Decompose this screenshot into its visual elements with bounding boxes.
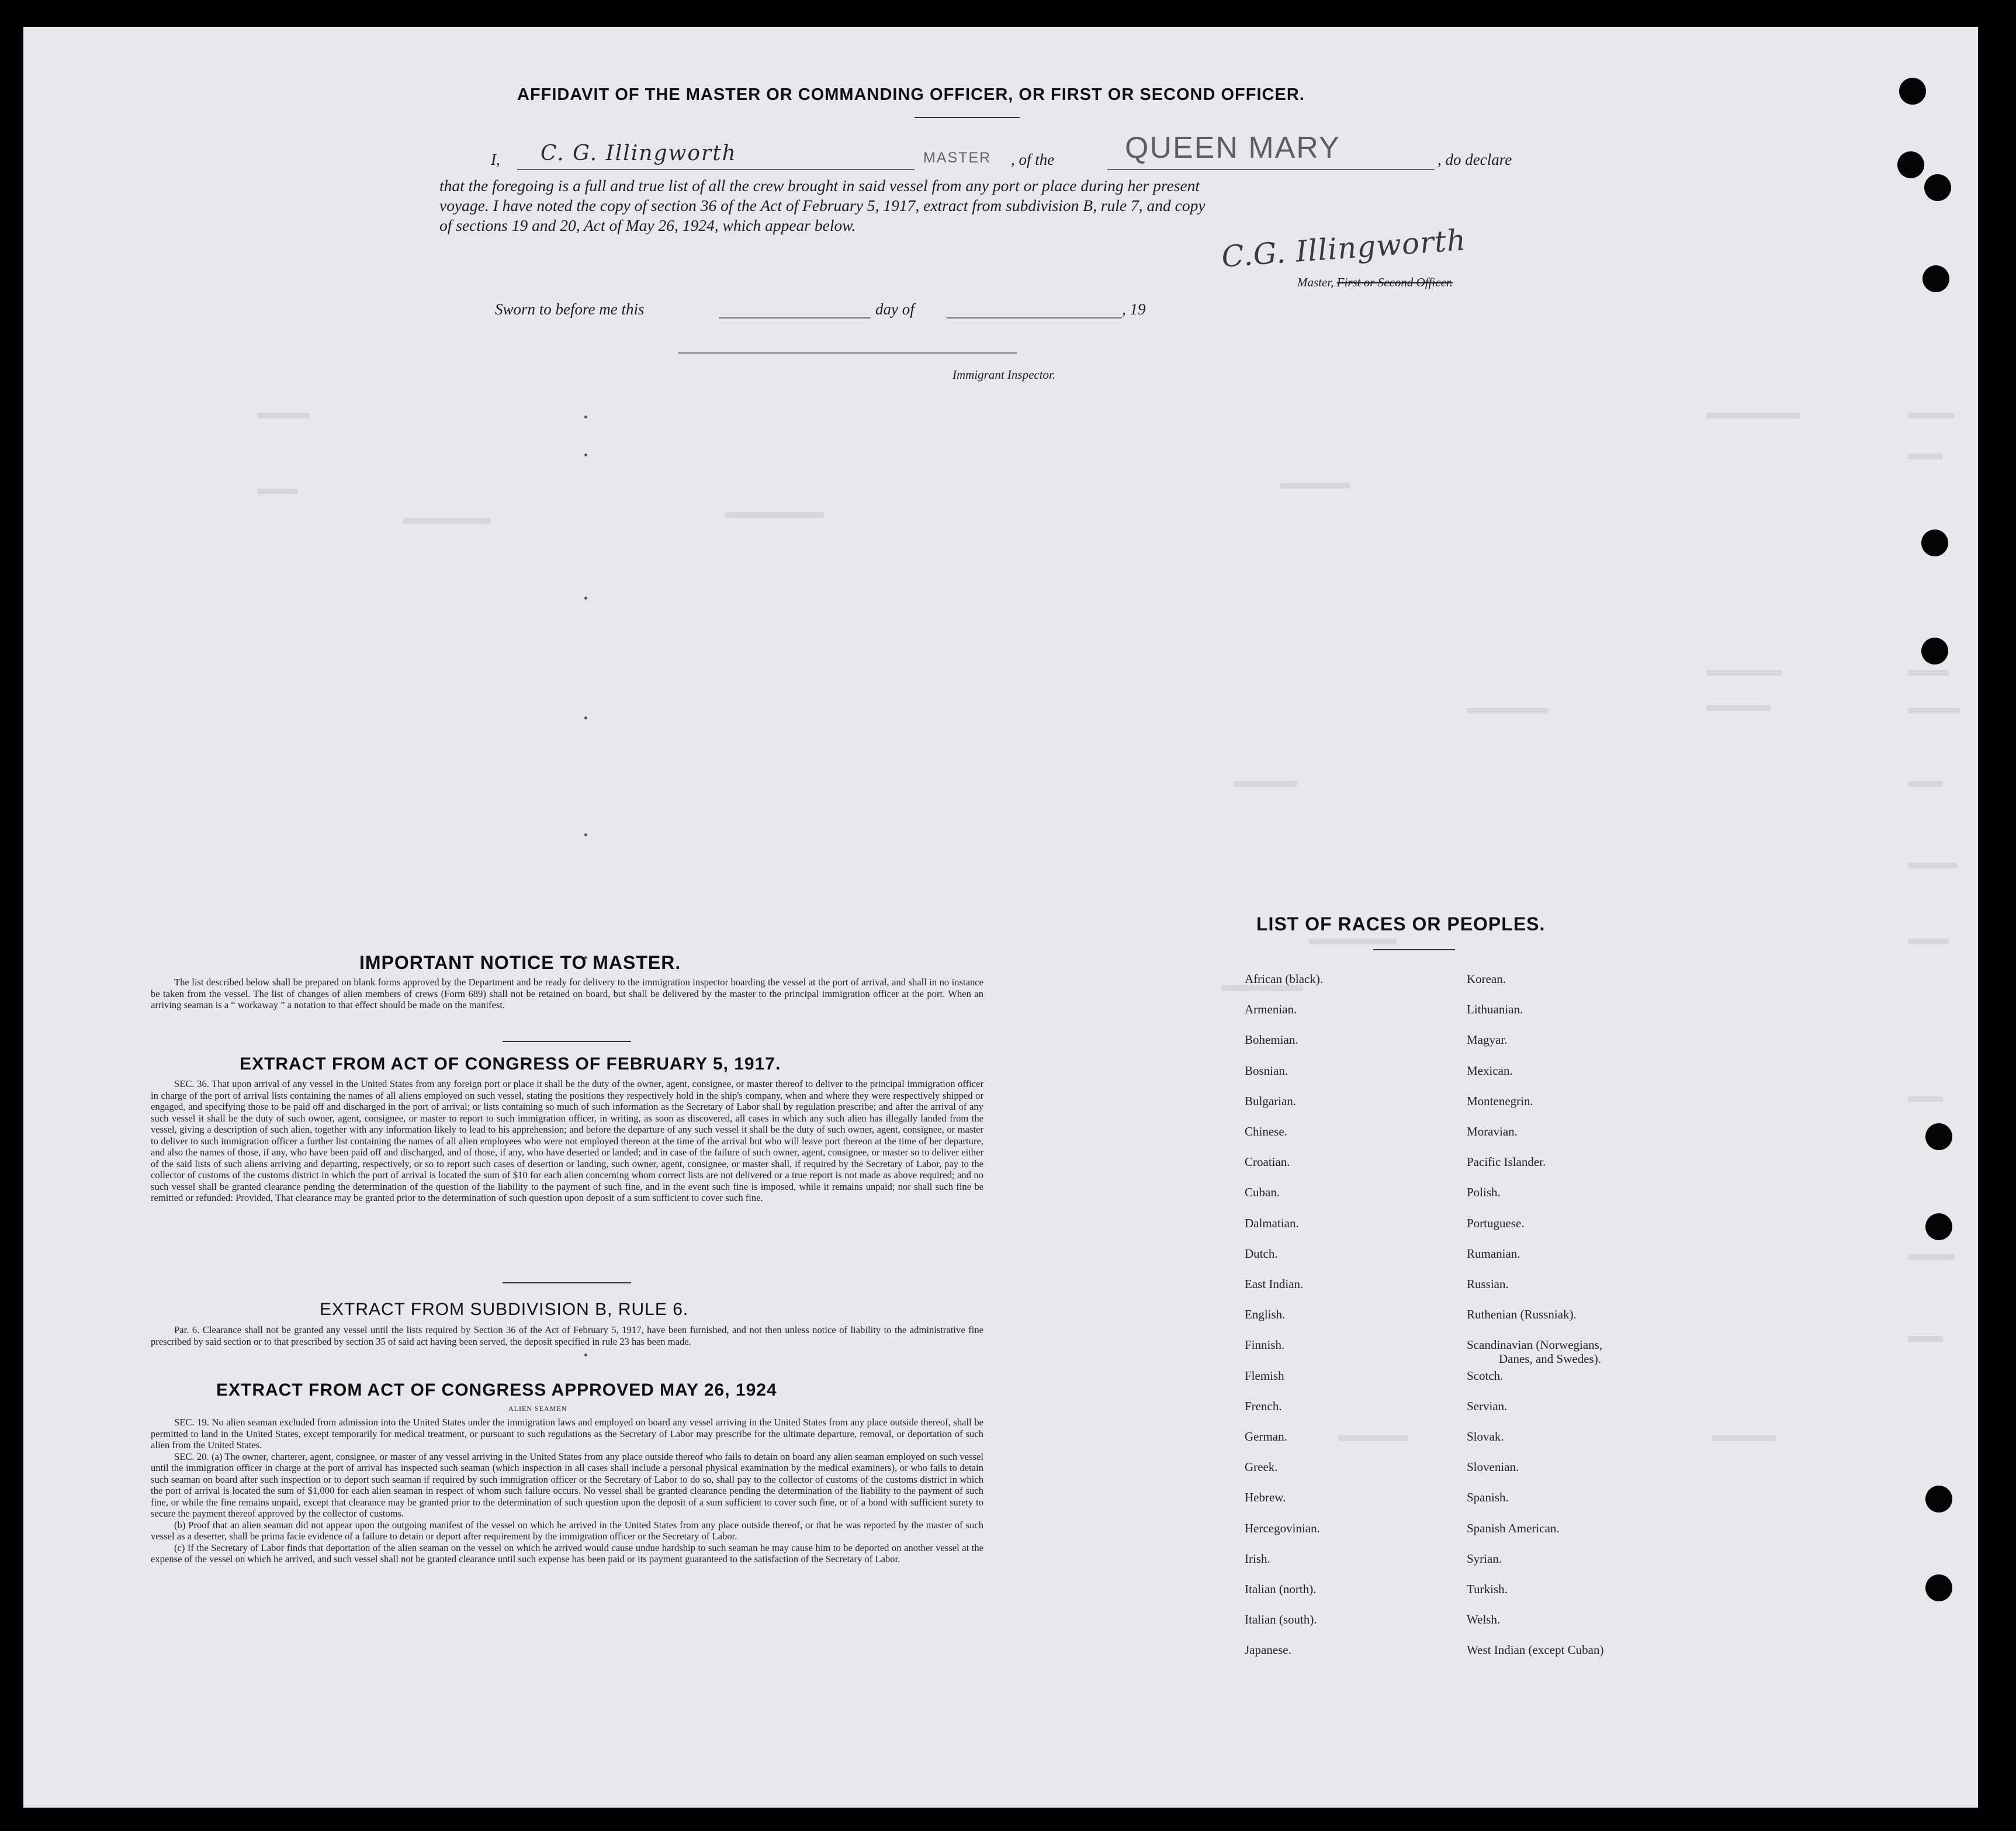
stray-mark (584, 597, 587, 600)
vessel-line (1107, 169, 1435, 170)
race-item: German. (1245, 1430, 1287, 1444)
race-item: Finnish. (1245, 1338, 1285, 1352)
race-item: Bosnian. (1245, 1064, 1288, 1078)
race-item: Scotch. (1467, 1369, 1504, 1383)
vessel-name-stamp: QUEEN MARY (1125, 131, 1340, 165)
race-item: French. (1245, 1399, 1282, 1413)
subdivision-title: EXTRACT FROM SUBDIVISION B, RULE 6. (320, 1300, 689, 1319)
divider (503, 1282, 631, 1283)
race-item: Spanish American. (1467, 1521, 1560, 1535)
extract-1917-title: EXTRACT FROM ACT OF CONGRESS OF FEBRUARY 5, 1917. (240, 1054, 781, 1074)
signature-caption (1297, 275, 1453, 290)
races-title-underline (1373, 949, 1455, 950)
race-item: Syrian. (1467, 1552, 1502, 1566)
race-item: West Indian (except Cuban) (1467, 1643, 1604, 1657)
subdivision-body: Par. 6. Clearance shall not be granted any vessel until the lists required by Section 36 of the Act of February 5, 1917, have been furnished, and not then unless notice of liability to the administrative fine prescribed by said section or to that prescribed by section 35 of said act having been served, the deposit specified in rule 23 has been made. (151, 1324, 983, 1347)
race-item: Moravian. (1467, 1124, 1518, 1138)
affidavit-line-3: voyage. I have noted the copy of section 36 of the Act of February 5, 1917, extract from subdivision B, rule 7, and copy (439, 196, 1206, 214)
race-item: Hebrew. (1245, 1490, 1286, 1504)
race-item: Pacific Islander. (1467, 1155, 1546, 1169)
race-item: Japanese. (1245, 1643, 1291, 1657)
race-item: Slovenian. (1467, 1460, 1519, 1474)
of-the-label: , of the (1011, 151, 1055, 168)
stray-mark (584, 717, 587, 719)
affidavit-title: AFFIDAVIT OF THE MASTER OR COMMANDING OFFICER, OR FIRST OR SECOND OFFICER. (517, 85, 1305, 104)
stray-mark (584, 833, 587, 836)
affidavit-prefix: I, (491, 151, 500, 168)
race-item: Polish. (1467, 1185, 1501, 1199)
sworn-year-label: , 19 (1122, 300, 1146, 318)
race-item: Italian (south). (1245, 1612, 1317, 1626)
notice-body: The list described below shall be prepared on blank forms approved by the Department and be ready for delivery to the immigration inspector boarding the vessel at the port of arrival, and shall in no instance be taken from the vessel. The list of changes of alien members of crews (Form 689) shall not be retained on board, but shall be delivered by the master to the principal immigration officer at the port. When an arriving seaman is a “ workaway ” a notation to that effect should be made on the manifest. (151, 977, 983, 1010)
race-item: Croatian. (1245, 1155, 1290, 1169)
race-item: Magyar. (1467, 1033, 1508, 1047)
race-item: Dutch. (1245, 1247, 1278, 1261)
race-item: Slovak. (1467, 1430, 1504, 1444)
affidavit-line-2: that the foregoing is a full and true list of all the crew brought in said vessel from any port or place during her present (439, 176, 1200, 195)
inspector-caption: Immigrant Inspector. (952, 368, 1056, 382)
inspector-signature-line (678, 352, 1017, 354)
race-item: Dalmatian. (1245, 1216, 1299, 1230)
race-item: Scandinavian (Norwegians, (1467, 1338, 1603, 1352)
race-item: Montenegrin. (1467, 1094, 1533, 1108)
divider (503, 1041, 631, 1042)
race-item: Rumanian. (1467, 1247, 1520, 1261)
master-name-handwritten: C. G. Illingworth (541, 141, 737, 165)
race-item: Irish. (1245, 1552, 1270, 1566)
race-item: Chinese. (1245, 1124, 1287, 1138)
race-item: English. (1245, 1307, 1286, 1321)
document-page (23, 27, 1978, 1808)
master-stamp: MASTER (923, 150, 992, 166)
race-item: Mexican. (1467, 1064, 1513, 1078)
races-title: LIST OF RACES OR PEOPLES. (1256, 913, 1546, 934)
sec-20a-text: SEC. 20. (a) The owner, charterer, agent, consignee, or master of any vessel arriving in the United States from any place outside thereof who fails to detain on board any alien seaman employed on such vessel until the immigration officer in charge at the port of arrival has inspected such seaman (which inspection in all cases shall include a personal physical examination by the medical examiners), or who fails to detain such seaman on board after such inspection or to deport such seaman if required by such immigration officer or the Secretary of Labor to do so, shall pay to the collector of customs of the customs district in which the port of arrival is located the sum of $1,000 for each alien seaman in respect of whom such failure occurs. No vessel shall be granted clearance pending the determination of the liability to the payment of such fine, or while the fine remains unpaid, except that clearance may be granted prior to the determination of such question upon the deposit of a sum sufficient to cover such fine, or of a bond with sufficient surety to secure the payment thereof approved by the collector of customs. (151, 1451, 983, 1519)
race-item: Russian. (1467, 1277, 1509, 1291)
race-item: Korean. (1467, 972, 1506, 986)
extract-1917-body: SEC. 36. That upon arrival of any vessel in the United States from any foreign port or place it shall be the duty of the owner, agent, consignee, or master thereof to deliver to the principal immigration officer in charge of the port of arrival lists containing the names of all aliens employed on such vessel, stating the positions they respectively hold in the ship's company, when and where they were respectively shipped or engaged, and specifying those to be paid off and discharged in the port of arrival; or lists containing so much of such information as the Secretary of Labor shall by regulation prescribe; and after the arrival of any such vessel it shall be the duty of such owner, agent, consignee, or master to report to such immigration officer, in writing, as soon as discovered, all cases in which any such alien has illegally landed from the vessel, giving a description of such alien, together with any information likely to lead to his apprehension; and before the departure of any such vessel it shall be the duty of such owner, agent, consignee, or master to deliver to such immigration officer a further list containing the names of all alien employees who were not employed thereon at the time of the arrival but who will leave port thereon at the time of her departure, and also the names of those, if any, who have been paid off and discharged, and of those, if any, who have deserted or landed; and in case of the failure of such owner, agent, consignee, or master so to deliver either of the said lists of such aliens arriving and departing, respectively, or so to report such cases of desertion or landing, such owner, agent, consignee, or master shall, if required by the Secretary of Labor, pay to the collector of customs of the customs district in which the port of arrival is located the sum of $10 for each alien concerning whom correct lists are not delivered or a true report is not made as above required; and no such vessel shall be granted clearance pending the determination of the question of the liability to the payment of such fine, and in the event such fine is imposed, while it remains unpaid; nor shall such fine be remitted or refunded: Provided, That clearance may be granted prior to the determination of such question upon deposit of a sum sufficient to cover such fine. (151, 1078, 983, 1203)
race-item: Bohemian. (1245, 1033, 1298, 1047)
race-item: East Indian. (1245, 1277, 1304, 1291)
race-item: Cuban. (1245, 1185, 1280, 1199)
stray-mark (584, 454, 587, 456)
do-declare-label: , do declare (1437, 151, 1512, 168)
stray-mark (584, 416, 587, 418)
race-item: Bulgarian. (1245, 1094, 1297, 1108)
race-item: Welsh. (1467, 1612, 1501, 1626)
sworn-prefix: Sworn to before me this (495, 300, 645, 318)
extract-1924-subtitle: ALIEN SEAMEN (508, 1404, 567, 1413)
caption-struck: First or Second Officer. (1336, 275, 1453, 289)
race-item: Flemish (1245, 1369, 1284, 1383)
extract-1924-body (151, 1417, 983, 1565)
race-item: Italian (north). (1245, 1582, 1317, 1596)
race-item: Portuguese. (1467, 1216, 1525, 1230)
race-item: African (black). (1245, 972, 1324, 986)
extract-1924-title: EXTRACT FROM ACT OF CONGRESS APPROVED MAY 26, 1924 (216, 1380, 777, 1400)
caption-master: Master, (1297, 275, 1334, 289)
sworn-month-line (947, 317, 1122, 319)
affidavit-line-4: of sections 19 and 20, Act of May 26, 1924, which appear below. (439, 216, 856, 234)
name-line (517, 169, 915, 170)
master-signature: C.G. Illingworth (1220, 223, 1467, 274)
sworn-day-label: day of (875, 300, 915, 318)
race-item: Greek. (1245, 1460, 1278, 1474)
race-item-continuation: Danes, and Swedes). (1499, 1352, 1601, 1366)
title-underline (915, 117, 1020, 118)
sec-20b-text: (b) Proof that an alien seaman did not appear upon the outgoing manifest of the vessel on which he arrived in the United States from any place outside thereof, or that he was reported by the master of such vessel as a deserter, shall be prima facie evidence of a failure to detain or deport after requirement by the immigration officer or the Secretary of Labor. (151, 1519, 983, 1542)
sec-19-text: SEC. 19. No alien seaman excluded from admission into the United States under the immigration laws and employed on board any vessel arriving in the United States from any place outside thereof, shall be permitted to land in the United States, except temporarily for medical treatment, or pursuant to such regulations as the Secretary of Labor may prescribe for the ultimate departure, removal, or deportation of such alien from the United States. (151, 1417, 983, 1451)
race-item: Ruthenian (Russniak). (1467, 1307, 1577, 1321)
notice-title: IMPORTANT NOTICE TO MASTER. (359, 952, 681, 973)
sworn-date-line (719, 317, 871, 319)
race-item: Hercegovinian. (1245, 1521, 1320, 1535)
sec-20c-text: (c) If the Secretary of Labor finds that deportation of the alien seaman on the vessel on which he arrived would cause undue hardship to such seaman he may cause him to be deported on another vessel at the expense of the vessel on which he arrived, and such vessel shall not be granted clearance until such expense has been paid or its payment guaranteed to the satisfaction of the Secretary of Labor. (151, 1542, 983, 1565)
race-item: Turkish. (1467, 1582, 1508, 1596)
stray-mark (584, 1354, 587, 1356)
race-item: Spanish. (1467, 1490, 1509, 1504)
race-item: Armenian. (1245, 1002, 1297, 1016)
race-item: Lithuanian. (1467, 1002, 1523, 1016)
race-item: Servian. (1467, 1399, 1508, 1413)
